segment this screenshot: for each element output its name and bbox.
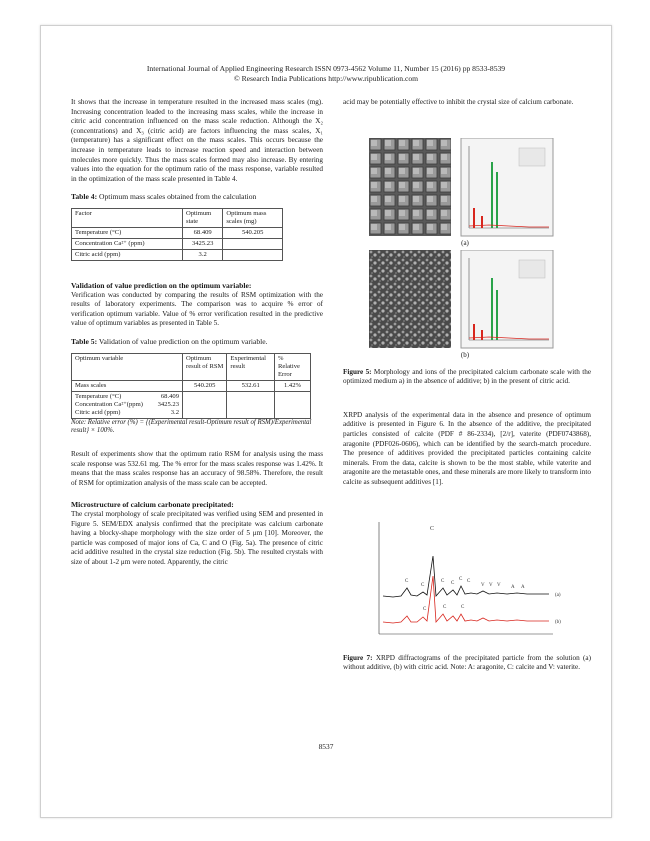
xrd-peak-label: C <box>451 581 455 586</box>
table-row <box>72 238 283 249</box>
xrd-peak-label: C <box>443 605 447 610</box>
table4-cell: Concentration Ca²⁺ (ppm) <box>72 238 183 249</box>
figure7-caption-text: XRPD diffractograms of the precipitated particle from the solution (a) without additive, (b) with citric acid. Note: A: aragonite, C: calcite and V: vaterite. <box>343 654 591 672</box>
table5-subrow-cell <box>72 391 183 418</box>
table4-header-cell: Factor <box>72 208 183 227</box>
table5-cell: 1.42% <box>274 380 310 391</box>
table4-cell: Citric acid (ppm) <box>72 249 183 260</box>
figure5-caption-block <box>343 368 591 488</box>
edx-peak <box>473 208 475 228</box>
table5-header-cell: Optimum variable <box>72 353 183 380</box>
edx-peak <box>491 162 493 228</box>
table5-header-cell: Optimum result of RSM <box>183 353 227 380</box>
table5-cell <box>183 391 227 418</box>
figure7-caption-block <box>343 654 591 673</box>
table4 <box>71 208 283 261</box>
table5-subrow <box>75 393 179 401</box>
edx-peak <box>491 278 493 340</box>
table5-caption <box>71 337 323 347</box>
table5-caption-label: Table 5: <box>71 336 98 346</box>
table-row <box>72 227 283 238</box>
xrd-curve-a <box>383 556 549 597</box>
figure7-caption-label: Figure 7: <box>343 654 373 662</box>
xrd-peak-label: A <box>511 585 515 590</box>
table4-cell: 3.2 <box>183 249 223 260</box>
table5 <box>71 353 311 419</box>
figure5-caption-label: Figure 5: <box>343 368 372 376</box>
sem-image-grainy <box>369 250 451 348</box>
table5-subrow-label: Temperature (°C) <box>75 392 122 400</box>
table5-cell: 532.61 <box>227 380 275 391</box>
table5-cell: 540.205 <box>183 380 227 391</box>
table4-caption-text: Optimum mass scales obtained from the calculation <box>97 192 257 202</box>
figure5-label-a: (a) <box>461 239 469 247</box>
table5-subrow-value: 68.409 <box>160 392 179 400</box>
microstructure-heading: Microstructure of calcium carbonate precipitated: <box>71 500 234 510</box>
xrd-peak-label: V <box>489 583 493 588</box>
table4-header-row <box>72 208 283 227</box>
table5-cell <box>274 391 310 418</box>
right-paragraph-1: acid may be potentially effective to inhibit the crystal size of calcium carbonate. <box>343 98 574 106</box>
table5-header-cell: Experimental result <box>227 353 275 380</box>
table4-cell: Temperature (°C) <box>72 227 183 238</box>
sem-image-blocky <box>369 138 451 236</box>
table5-subrow-label: Concentration Ca²⁺(ppm) <box>75 400 143 408</box>
figure7-xrd-chart <box>357 516 587 651</box>
table5-subrow <box>75 401 179 409</box>
xrd-peak-label: A <box>521 585 525 590</box>
xrd-curve-a-label: (a) <box>555 593 561 598</box>
figure7-caption <box>343 654 591 673</box>
table5-subrow <box>75 409 179 417</box>
xrd-peak-label: C <box>459 577 463 582</box>
figure5-caption <box>343 368 591 387</box>
right-column <box>343 98 591 108</box>
xrd-curve-b-label: (b) <box>555 620 561 625</box>
right-paragraph-2: XRPD analysis of the experimental data in the absence and presence of optimum additive is presented in Figure 6. In the absence of the additive, the precipitated particles consisted of calcite (PDF # 86-2334), [2/r], vaterite (PDF0743868), aragonite (PDF026-0606), which can be identified by the search-match procedure. The presence of additives provided the precipitated particles containing calcite minerals. From the data, calcite is shown to be the most stable, while vaterite and aragonite are the metastable ones, and these minerals are more likely to transform into calcite as subsequent additives [1]. <box>343 410 591 486</box>
table5-subrow-value: 3.2 <box>170 408 179 416</box>
journal-header <box>41 64 611 84</box>
figure5-caption-text: Morphology and ions of the precipitated calcium carbonate scale with the optimized medium a) in the absence of additive; b) in the present of citric acid. <box>343 368 592 386</box>
table4-header-cell: Optimum state <box>183 208 223 227</box>
xrd-peak-label: C <box>441 579 445 584</box>
left-paragraph-4: The crystal morphology of scale precipitated was verified using SEM and presented in Figure 5. SEM/EDX analysis confirmed that the precipitate was calcium carbonate having a blocky-shape morphology with the size order of 5 μm [10]. Moreover, the particle was composed of major ions of Ca, C and O (Fig. 5a). The presence of citric acid additive resulted in the crystal size reduction (Fig. 5b). The resulted crystals with size of about 1-2 μm were noted. Apparently, the citric <box>71 510 323 567</box>
table-row <box>72 391 311 418</box>
xrd-peak-label: C <box>405 579 409 584</box>
table5-cell <box>227 391 275 418</box>
paper-page <box>40 25 612 818</box>
table5-note: Note: Relative error (%) = {(Experimental result-Optimum result of RSM)/Experimental result} × 100%. <box>71 418 312 435</box>
validation-heading: Validation of value prediction on the optimum variable: <box>71 280 252 290</box>
table4-header-cell: Optimum mass scales (mg) <box>223 208 283 227</box>
left-paragraph-3: Result of experiments show that the optimum ratio RSM for analysis using the mass scale response was 532.61 mg. The % error for the mass scales response was 1.42%. It means that the mass scales response has an accuracy of 98.58%. Therefore, the result of RSM for optimization analysis of the mass scale can be accepted. <box>71 450 323 487</box>
xrd-peak-label: C <box>430 526 435 532</box>
figure5-label-b: (b) <box>460 351 470 359</box>
figure5b-svg <box>369 250 555 350</box>
xrd-peak-label: C <box>423 607 427 612</box>
left-column <box>71 98 323 568</box>
edx-peak <box>496 290 498 340</box>
journal-header-line1: International Journal of Applied Engineering Research ISSN 0973-4562 Volume 11, Number 15 (2016) pp 8533-8539 <box>146 64 506 73</box>
table-row <box>72 249 283 260</box>
table4-cell: 3425.23 <box>183 238 223 249</box>
left-paragraph-2: Verification was conducted by comparing the results of RSM optimization with the results of laboratory experiments. The comparison was to acquire % error of verification optimum variable. Value of % error verification resulted in the predictive value of optimum variables as presented in Table 5. <box>71 290 323 328</box>
table5-cell: Mass scales <box>72 380 183 391</box>
table4-cell: 68.409 <box>183 227 223 238</box>
xrd-peak-label: V <box>481 583 485 588</box>
edx-peak <box>496 172 498 228</box>
edx-peak <box>481 330 483 340</box>
table4-cell <box>223 238 283 249</box>
figure5b <box>369 250 555 355</box>
table4-caption <box>71 192 323 202</box>
edx-peak <box>481 216 483 228</box>
journal-header-line2: © Research India Publications http://www.ripublication.com <box>233 74 419 83</box>
table4-cell: 540.205 <box>223 227 283 238</box>
xrd-peak-label: V <box>497 583 501 588</box>
table5-subrow-label: Citric acid (ppm) <box>75 408 121 416</box>
xrd-svg <box>357 516 587 646</box>
table4-caption-label: Table 4: <box>71 192 98 202</box>
table5-header-cell: % Relative Error <box>274 353 310 380</box>
figure5a-svg <box>369 138 555 238</box>
table5-caption-text: Validation of value prediction on the optimum variable. <box>97 336 268 346</box>
table-row <box>72 380 311 391</box>
page-number: 8537 <box>318 742 334 751</box>
table5-header-row <box>72 353 311 380</box>
table5-subrow-value: 3425.23 <box>157 400 179 408</box>
xrd-peak-label: C <box>467 579 471 584</box>
xrd-peak-label: C <box>421 583 425 588</box>
left-paragraph-1: It shows that the increase in temperature resulted in the increased mass scales (mg). Increasing concentration leaded to the increasing mass scales, while the increase in citric acid concentration influenced on the mass scale reduction. Although the X₂ (concentrations) and X₃ (citric acid) are factors influencing the mass scales, X₁ (temperature) has a significant effect on the mass scales. This occurs because the increase in temperature leads to increase reaction speed and interaction between molecules more quickly. Thus the mass scales formed may also increase. By entering values into the equation for the optimum ratio of the mass response, variable resulted in the optimization of the mass scale presented in Table 4. <box>71 98 323 183</box>
figure5a <box>369 138 555 243</box>
table4-cell <box>223 249 283 260</box>
xrd-peak-label: C <box>461 605 465 610</box>
